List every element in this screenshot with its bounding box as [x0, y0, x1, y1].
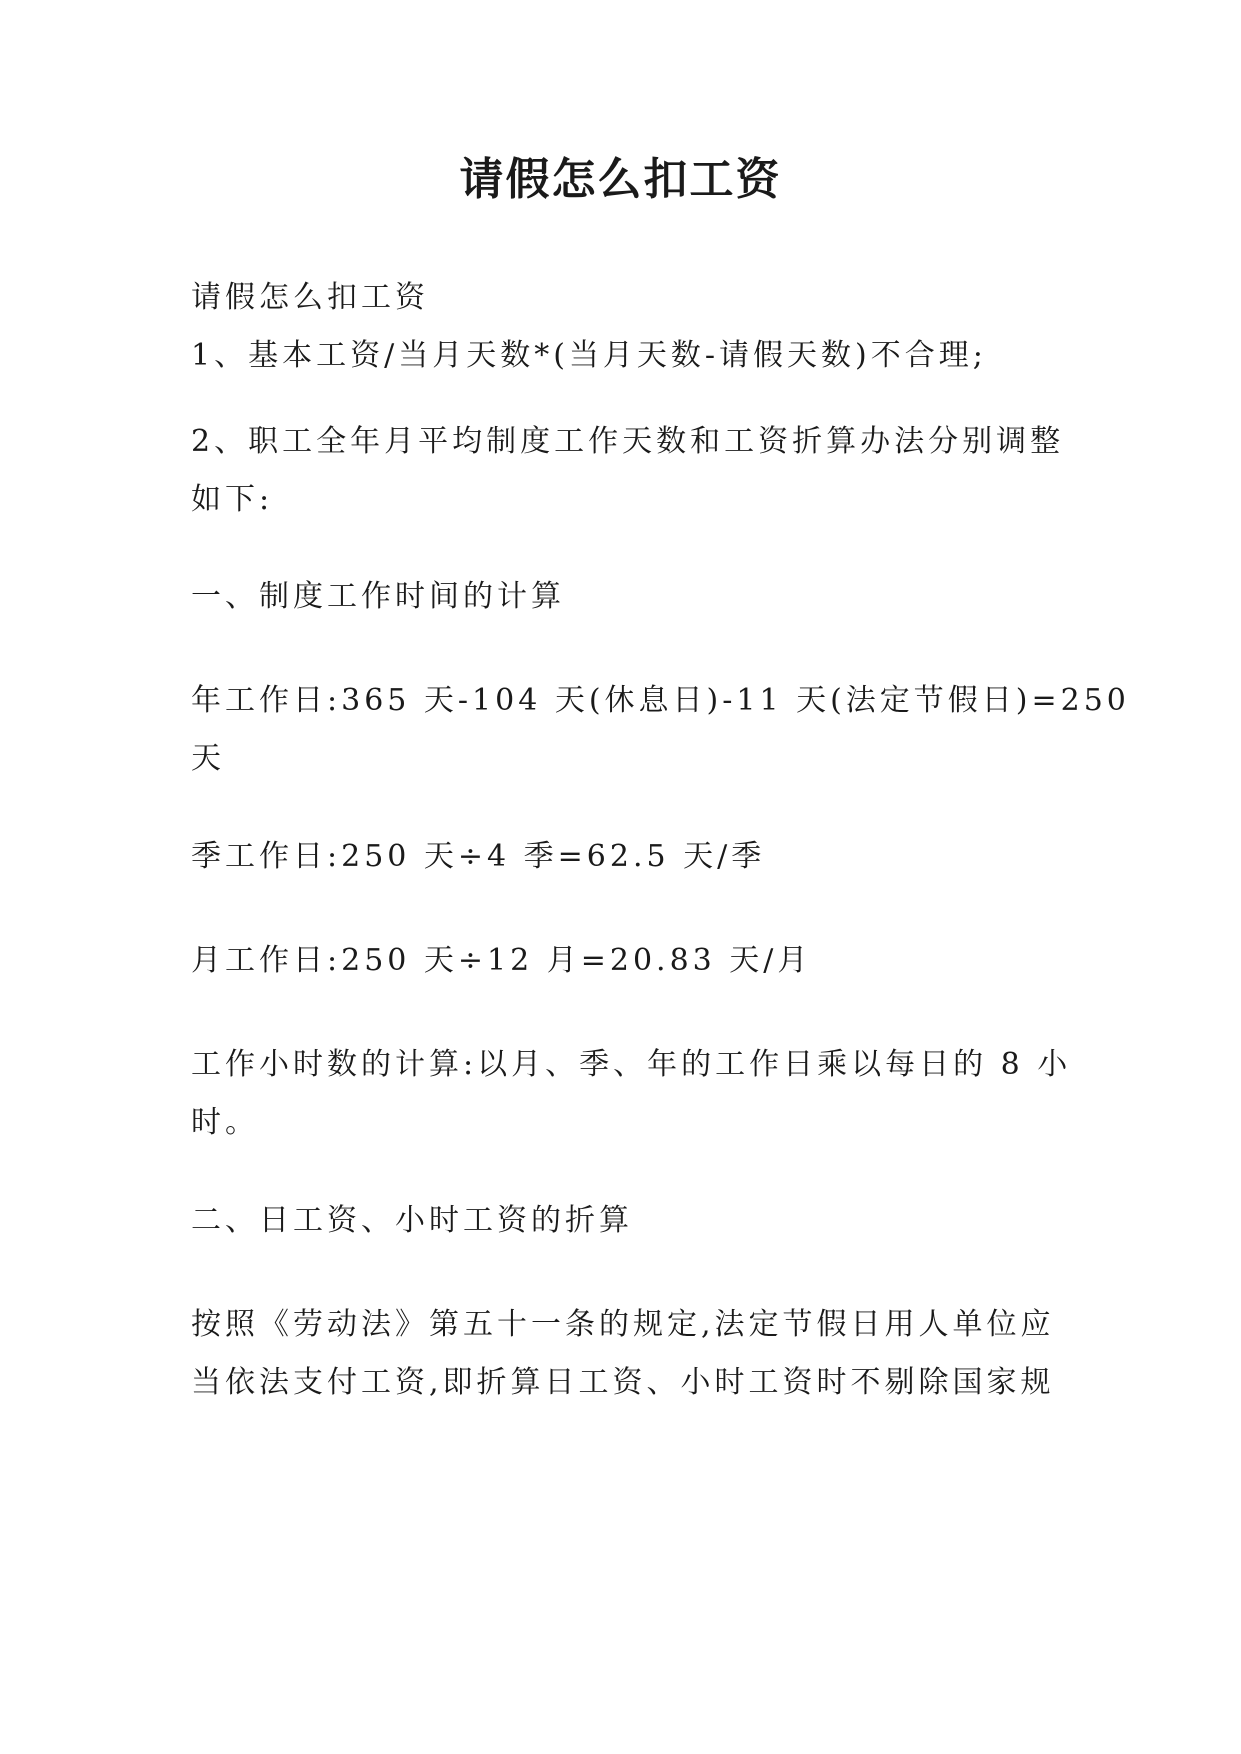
- paragraph-line: 1、基本工资/当月天数*(当月天数-请假天数)不合理;: [191, 338, 987, 373]
- paragraph-annual-workdays: [191, 672, 1130, 788]
- paragraph-work-hours: [191, 1036, 1071, 1152]
- document-title: 请假怎么扣工资: [459, 154, 782, 205]
- paragraph-line: 如下:: [191, 482, 274, 517]
- paragraph-labor-law: [191, 1296, 1071, 1412]
- paragraph-line: 当依法支付工资,即折算日工资、小时工资时不剔除国家规: [191, 1365, 1055, 1400]
- section-heading-2: [191, 1192, 1071, 1250]
- paragraph-line: 月工作日:250 天÷12 月=20.83 天/月: [191, 943, 812, 978]
- paragraph-line: 时。: [191, 1105, 259, 1140]
- paragraph-quarter-workdays: [191, 828, 1071, 886]
- paragraph-line: 二、日工资、小时工资的折算: [191, 1203, 633, 1238]
- paragraph-line: 请假怎么扣工资: [191, 280, 429, 315]
- section-heading-1: [191, 568, 1071, 626]
- paragraph-month-workdays: [191, 932, 1071, 990]
- paragraph-line: 2、职工全年月平均制度工作天数和工资折算办法分别调整: [191, 424, 1065, 459]
- paragraph-1: [191, 269, 1071, 385]
- paragraph-line: 天: [191, 741, 225, 776]
- paragraph-line: 年工作日:365 天-104 天(休息日)-11 天(法定节假日)=250: [191, 683, 1130, 718]
- paragraph-line: 工作小时数的计算:以月、季、年的工作日乘以每日的 8 小: [191, 1047, 1072, 1082]
- paragraph-line: 一、制度工作时间的计算: [191, 579, 565, 614]
- paragraph-line: 按照《劳动法》第五十一条的规定,法定节假日用人单位应: [191, 1307, 1055, 1342]
- paragraph-line: 季工作日:250 天÷4 季=62.5 天/季: [191, 839, 766, 874]
- paragraph-2: [191, 413, 1071, 529]
